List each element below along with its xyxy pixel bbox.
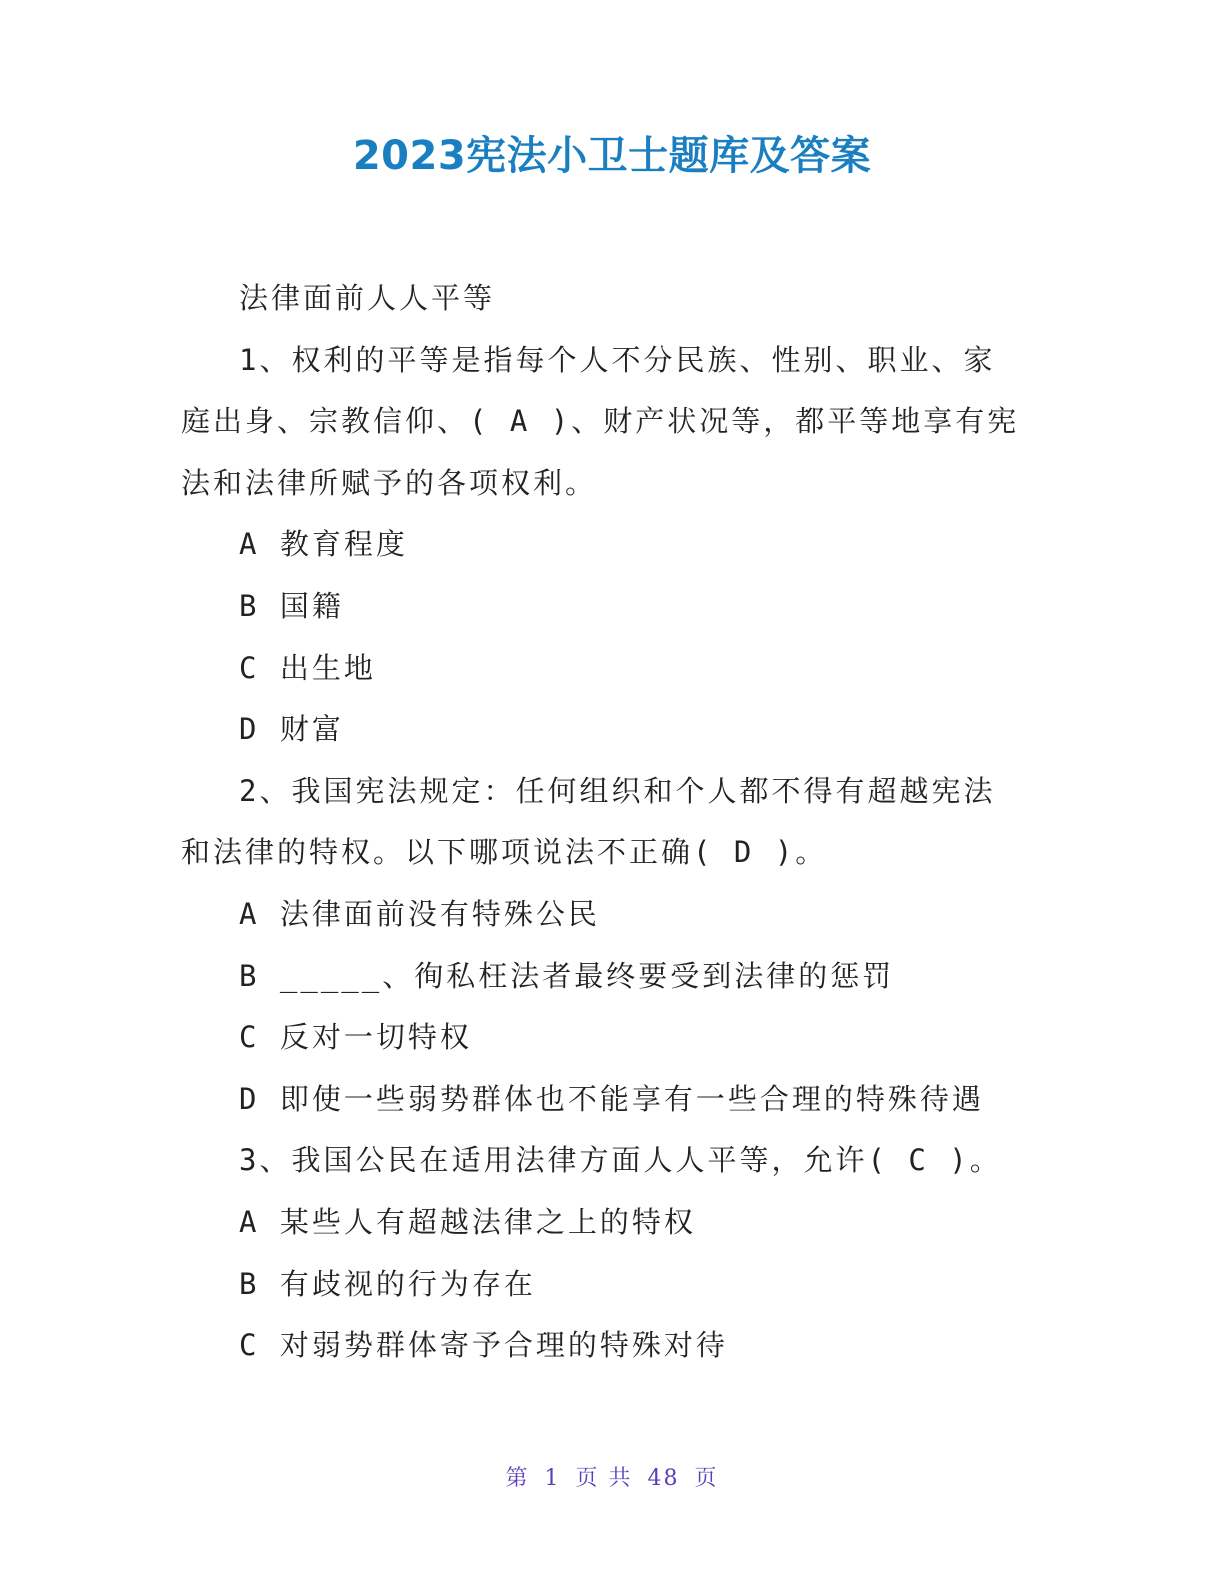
page-number-footer: [0, 1464, 1224, 1494]
question-2-option-d: D 即使一些弱势群体也不能享有一些合理的特殊待遇: [239, 1081, 984, 1116]
document-body: [181, 268, 1021, 1377]
question-2: 2、我国宪法规定：任何组织和个人都不得有超越宪法和法律的特权。以下哪项说法不正确( D )。: [181, 773, 996, 870]
question-2-option-c: C 反对一切特权: [239, 1020, 472, 1055]
question-2-option-b: B _____、徇私枉法者最终要受到法律的惩罚: [239, 958, 895, 993]
footer-current-page: 1: [544, 1466, 561, 1491]
question-3-option-b: B 有歧视的行为存在: [239, 1266, 536, 1301]
question-1-option-b: B 国籍: [239, 588, 344, 623]
question-2-option-a: A 法律面前没有特殊公民: [239, 896, 600, 931]
question-1-option-d: D 财富: [239, 712, 344, 747]
question-3: 3、我国公民在适用法律方面人人平等，允许( C )。: [239, 1143, 1002, 1178]
question-3-option-c: C 对弱势群体寄予合理的特殊对待: [239, 1328, 728, 1363]
question-1-option-a: A 教育程度: [239, 527, 408, 562]
footer-suffix: 页: [694, 1466, 719, 1491]
section-heading: 法律面前人人平等: [239, 281, 496, 315]
footer-total-pages: 48: [647, 1466, 680, 1491]
question-1-option-c: C 出生地: [239, 650, 376, 685]
question-3-option-a: A 某些人有超越法律之上的特权: [239, 1204, 696, 1239]
question-1: 1、权利的平等是指每个人不分民族、性别、职业、家庭出身、宗教信仰、( A )、财产状况等，都平等地享有宪法和法律所赋予的各项权利。: [181, 342, 1020, 500]
document-title: 2023宪法小卫士题库及答案: [352, 133, 872, 179]
footer-middle: 页 共: [575, 1466, 633, 1491]
footer-prefix: 第: [505, 1466, 530, 1491]
